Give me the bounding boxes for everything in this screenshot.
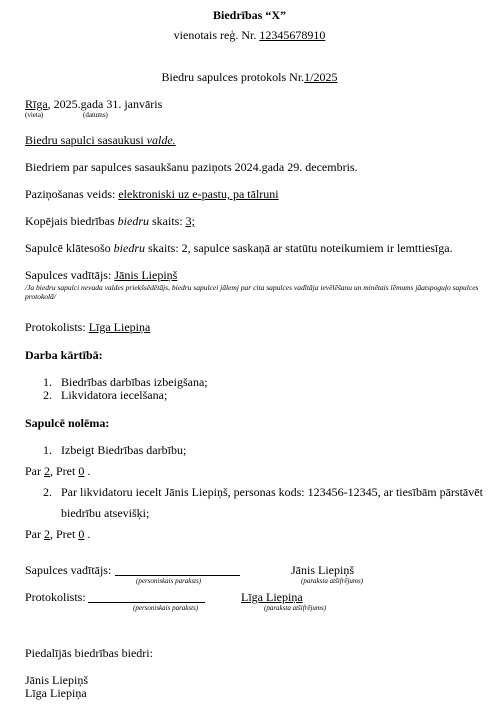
total-members-label-c: skaits: <box>149 214 186 228</box>
total-members-value: 3; <box>185 214 196 228</box>
date-caption: (datums) <box>83 111 108 119</box>
decision-item-2-continued: biedrību atsevišķi; <box>61 506 150 520</box>
present-label-b: biedru <box>113 241 145 255</box>
notify-method-label: Paziņošanas veids: <box>25 187 119 201</box>
participant-name: Līga Liepiņa <box>25 686 87 700</box>
protocol-title <box>0 70 499 85</box>
decision-item-number: 2. <box>43 485 52 499</box>
total-members-label-a: Kopējais biedrības <box>25 214 118 228</box>
place: Rīga <box>25 97 48 111</box>
present-label-a: Sapulcē klātesošo <box>25 241 114 255</box>
vote-end: . <box>84 464 91 478</box>
agenda-item-text: Biedrības darbības izbeigšana; <box>61 375 208 389</box>
signature-secretary-name-caption: (paraksta atšifrējums) <box>264 604 327 612</box>
secretary-label: Protokolists: <box>25 320 89 334</box>
decision-item-number: 1. <box>43 443 52 457</box>
vote-line-1 <box>25 464 90 479</box>
signature-chair-line <box>115 575 240 576</box>
total-members-line <box>25 214 195 229</box>
org-name: Biedrības “X” <box>212 8 286 22</box>
decision-item-text: Par likvidatoru iecelt Jānis Liepiņš, personas kods: 123456-12345, ar tiesībām pārstāvēt <box>61 485 483 499</box>
signature-secretary-line <box>88 602 205 603</box>
signature-chair-name-caption: (paraksta atšifrējums) <box>301 577 364 585</box>
vote-line-2 <box>25 527 90 542</box>
signature-secretary-name: Līga Liepiņa <box>241 590 303 604</box>
agenda-heading: Darba kārtībā: <box>25 348 103 362</box>
signature-chair-label: Sapulces vadītājs: <box>25 563 112 577</box>
decision-item-text: Izbeigt Biedrības darbību; <box>61 443 187 457</box>
secretary-name: Līga Liepiņa <box>88 320 151 334</box>
agenda-item-number: 2. <box>43 388 52 402</box>
total-members-label-b: biedru <box>117 214 149 228</box>
signature-secretary-sign-caption: (personiskais paraksts) <box>133 604 199 612</box>
place-date <box>25 97 162 112</box>
notify-method-line <box>25 187 279 202</box>
vote-against-label: , Pret <box>50 527 79 541</box>
registration-label: vienotais reģ. Nr. <box>173 28 257 42</box>
chair-label: Sapulces vadītājs: <box>25 268 115 282</box>
present-line <box>25 241 453 256</box>
vote-for-label: Par <box>25 527 44 541</box>
date: , 2025.gada 31. janvāris <box>47 97 163 111</box>
agenda-item-2 <box>43 388 167 403</box>
convened-by: valde. <box>146 133 176 147</box>
vote-end: . <box>84 527 91 541</box>
convened-line <box>25 133 176 148</box>
agenda-item-text: Likvidatora iecelšana; <box>61 388 168 402</box>
protocol-title-prefix: Biedru sapulces protokols Nr. <box>161 70 305 84</box>
vote-against-count: 0 <box>78 464 85 478</box>
protocol-number: 1/2025 <box>304 70 338 84</box>
decisions-heading: Sapulcē nolēma: <box>25 416 110 430</box>
agenda-item-number: 1. <box>43 375 52 389</box>
vote-for-count: 2 <box>44 464 50 478</box>
vote-for-count: 2 <box>44 527 50 541</box>
vote-against-count: 0 <box>78 527 85 541</box>
registration-number: 12345678910 <box>259 28 326 42</box>
chair-name: Jānis Liepiņš <box>114 268 178 282</box>
place-caption: (vieta) <box>25 111 44 119</box>
chair-line <box>25 268 177 283</box>
registration-line <box>0 28 499 43</box>
convened-prefix: Biedru sapulci sasaukusi <box>25 133 147 147</box>
present-label-c: skaits: 2, sapulce saskaņā ar statūtu noteikumiem ir lemttiesīga. <box>145 241 453 255</box>
signature-chair-name: Jānis Liepiņš <box>291 563 354 577</box>
signature-chair-sign-caption: (personiskais paraksts) <box>136 577 202 585</box>
notify-method-value: elektroniski uz e-pastu, pa tālruni <box>118 187 279 201</box>
decision-item-1 <box>43 443 186 458</box>
participants-heading: Piedalījās biedrības biedri: <box>25 646 153 660</box>
vote-against-label: , Pret <box>50 464 79 478</box>
vote-for-label: Par <box>25 464 44 478</box>
chair-note: /Ja biedru sapulci nevada valdes priekšsēdētājs, biedru sapulcei jālemj par cita sapulces vadītāja ievēlēšanu un minētais lēmums jāatspoguļo sapulces protokolā/ <box>25 283 479 301</box>
signature-secretary-label: Protokolists: <box>25 590 86 604</box>
notice-line: Biedriem par sapulces sasaukšanu paziņots 2024.gada 29. decembris. <box>25 160 358 174</box>
secretary-line <box>25 320 150 335</box>
participant-name: Jānis Liepiņš <box>25 673 88 687</box>
decision-item-2 <box>43 485 483 500</box>
